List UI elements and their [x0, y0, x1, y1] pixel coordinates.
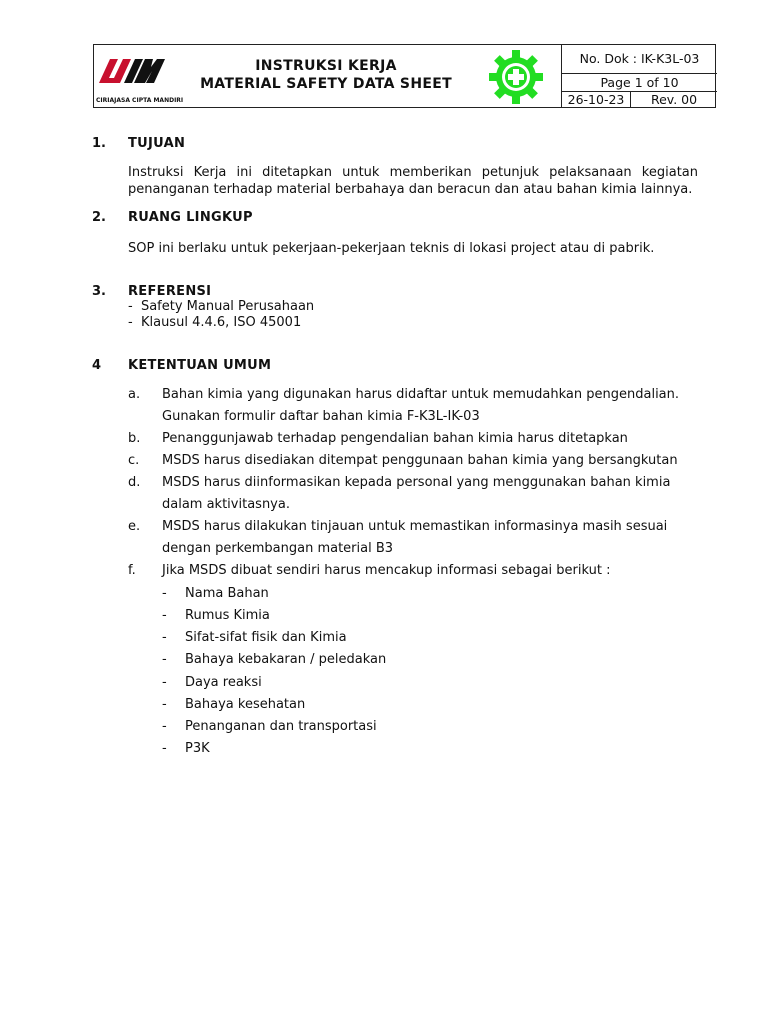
- list-letter: f.: [128, 563, 136, 578]
- company-logo: [94, 45, 184, 108]
- reference-item: - Klausul 4.4.6, ISO 45001: [128, 315, 302, 330]
- company-name: CIRIAJASA CIPTA MANDIRI: [96, 97, 184, 104]
- doc-number: No. Dok : IK-K3L-03: [562, 45, 717, 74]
- list-item-text: MSDS harus dilakukan tinjauan untuk memastikan informasinya masih sesuai: [162, 519, 668, 534]
- list-letter: b.: [128, 431, 141, 446]
- reference-item: - Safety Manual Perusahaan: [128, 299, 315, 314]
- list-item-text: Bahan kimia yang digunakan harus didaftar untuk memudahkan pengendalian.: [162, 387, 680, 402]
- revision: Rev. 00: [650, 92, 698, 107]
- list-item-text: MSDS harus diinformasikan kepada personal yang menggunakan bahan kimia: [162, 475, 671, 490]
- title-line-1: INSTRUKSI KERJA: [255, 58, 397, 74]
- section-4-number: 4: [92, 358, 102, 373]
- section-2-text: SOP ini berlaku untuk pekerjaan-pekerjaan teknis di lokasi project atau di pabrik.: [128, 241, 655, 256]
- document-title: [172, 57, 480, 93]
- sub-list-item: - Nama Bahan: [162, 586, 269, 601]
- doc-date: 26-10-23: [562, 92, 631, 108]
- safety-gear-icon: [486, 49, 546, 105]
- section-1-number: 1.: [92, 136, 106, 151]
- sub-list-item: - Penanganan dan transportasi: [162, 719, 377, 734]
- page-number: Page 1 of 10: [562, 74, 717, 92]
- list-item-text: MSDS harus disediakan ditempat penggunaan bahan kimia yang bersangkutan: [162, 453, 678, 468]
- title-line-2: MATERIAL SAFETY DATA SHEET: [200, 76, 452, 92]
- list-letter: c.: [128, 453, 140, 468]
- list-item-text: Jika MSDS dibuat sendiri harus mencakup informasi sebagai berikut :: [162, 563, 611, 578]
- document-header: [93, 44, 716, 108]
- section-1-text: Instruksi Kerja ini ditetapkan untuk memberikan petunjuk pelaksanaan kegiatan penanganan terhadap material berbahaya dan beracun dan atau bahan kimia lainnya.: [128, 165, 698, 197]
- sub-list-item: - Bahaya kesehatan: [162, 697, 306, 712]
- sub-list-item: - Bahaya kebakaran / peledakan: [162, 652, 387, 667]
- section-4-title: KETENTUAN UMUM: [128, 358, 272, 373]
- sub-list-item: - Rumus Kimia: [162, 608, 270, 623]
- sub-list-item: - P3K: [162, 741, 210, 756]
- section-3-number: 3.: [92, 284, 106, 299]
- section-1-title: TUJUAN: [128, 136, 186, 151]
- list-item-text: dengan perkembangan material B3: [162, 541, 394, 556]
- list-letter: a.: [128, 387, 141, 402]
- list-item-text: Gunakan formulir daftar bahan kimia F-K3L-IK-03: [162, 409, 480, 424]
- section-2-title: RUANG LINGKUP: [128, 210, 253, 225]
- section-3-title: REFERENSI: [128, 284, 212, 299]
- sub-list-item: - Daya reaksi: [162, 675, 262, 690]
- list-item-text: dalam aktivitasnya.: [162, 497, 290, 512]
- sub-list-item: - Sifat-sifat fisik dan Kimia: [162, 630, 347, 645]
- section-2-number: 2.: [92, 210, 106, 225]
- list-letter: d.: [128, 475, 141, 490]
- list-item-text: Penanggunjawab terhadap pengendalian bahan kimia harus ditetapkan: [162, 431, 628, 446]
- list-letter: e.: [128, 519, 141, 534]
- document-info-table: [561, 45, 717, 108]
